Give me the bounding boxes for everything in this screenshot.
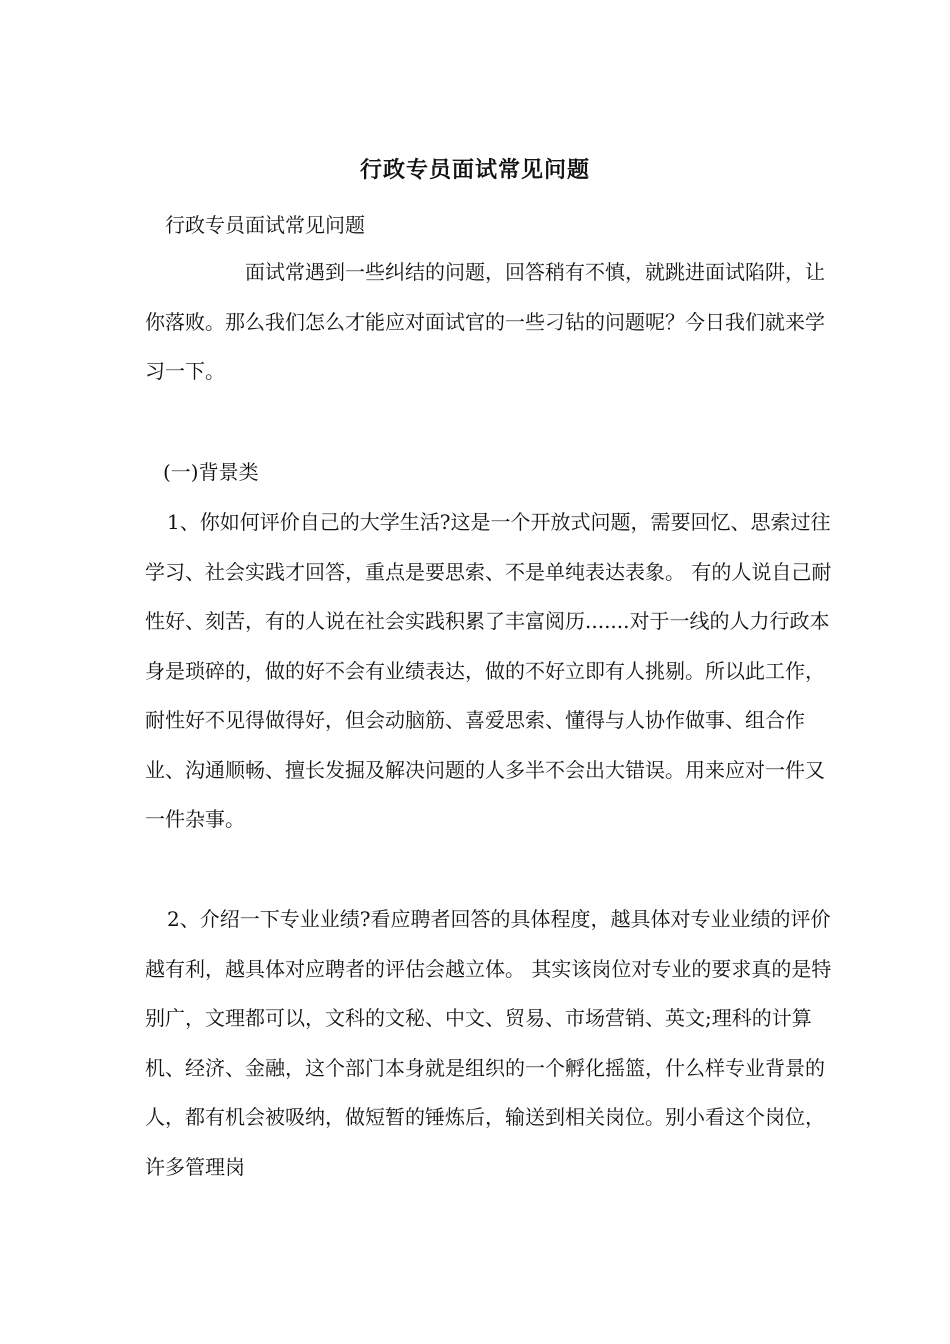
intro-paragraph: 面试常遇到一些纠结的问题，回答稍有不慎，就跳进面试陷阱，让你落败。那么我们怎么才能应对面试官的一些刁钻的问题呢？今日我们就来学习一下。 — [145, 260, 825, 383]
section-heading: (一)背景类 — [163, 460, 259, 484]
question-paragraph-2: 2、介绍一下专业业绩?看应聘者回答的具体程度，越具体对专业业绩的评价越有利，越具体对应聘者的评估会越立体。 其实该岗位对专业的要求真的是特别广，文理都可以，文科的文秘、中文、贸易、市场营销、英文;理科的计算机、经济、金融，这个部门本身就是组织的一个孵化摇篮，什么样专业背景的人，都有机会被吸纳，做短暂的锤炼后，输送到相关岗位。别小看这个岗位，许多管理岗 — [145, 907, 832, 1179]
document-subtitle: 行政专员面试常见问题 — [165, 213, 365, 237]
question-paragraph-1: 1、你如何评价自己的大学生活?这是一个开放式问题，需要回忆、思索过往学习、社会实践才回答，重点是要思索、不是单纯表达表象。 有的人说自己耐性好、刻苦，有的人说在社会实践积累了丰富阅历.......对于一线的人力行政本身是琐碎的，做的好不会有业绩表达，做的不好立即有人挑剔。所以此工作，耐性好不见得做得好，但会动脑筋、喜爱思索、懂得与人协作做事、组合作业、沟通顺畅、擅长发掘及解决问题的人多半不会出大错误。用来应对一件又一件杂事。 — [145, 510, 832, 831]
document-title: 行政专员面试常见问题 — [359, 157, 590, 183]
